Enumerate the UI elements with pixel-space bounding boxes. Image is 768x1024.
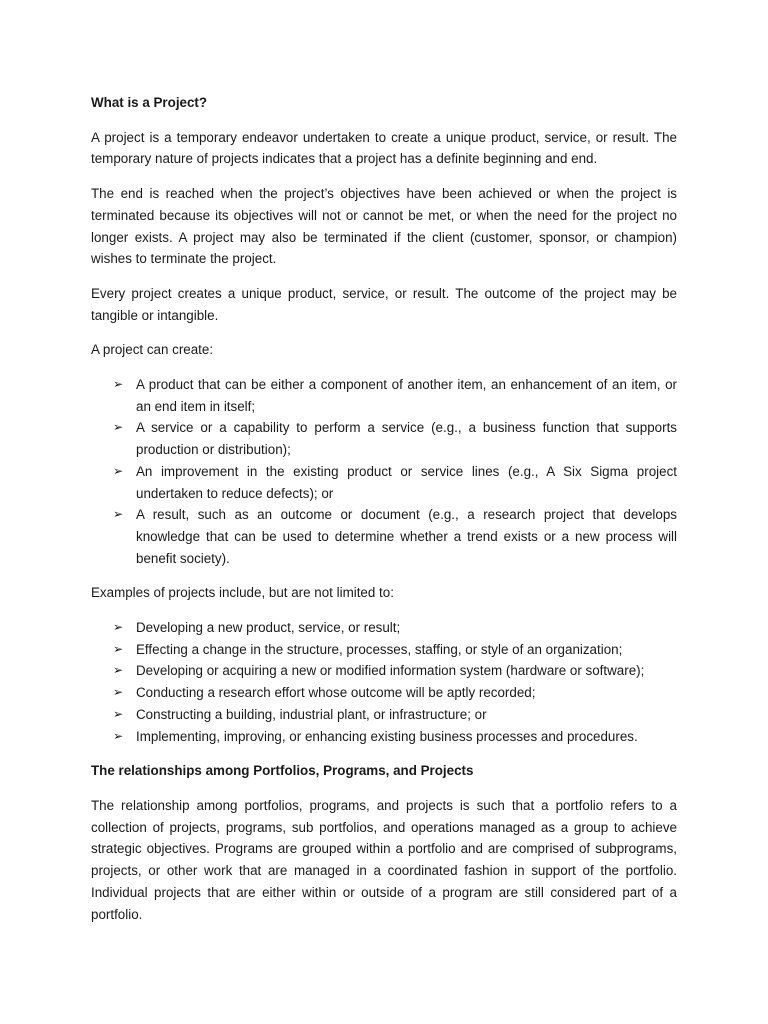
list-item [91, 504, 677, 569]
arrow-bullet-icon: ➢ [113, 507, 124, 522]
document-page [91, 92, 677, 938]
list-item [91, 617, 677, 639]
list-item [91, 461, 677, 504]
list-project-examples [91, 617, 677, 747]
arrow-bullet-icon: ➢ [113, 463, 124, 478]
list-item [91, 682, 677, 704]
list-item-text: Conducting a research effort whose outcome will be aptly recorded; [136, 685, 536, 701]
paragraph-end-of-project: The end is reached when the project’s objectives have been achieved or when the project is terminated because its objectives will not or cannot be met, or when the need for the project no longer exists. A project may also be terminated if the client (customer, sponsor, or champion) wishes to terminate the project. [91, 186, 677, 267]
list-item-text: Constructing a building, industrial plant, or infrastructure; or [136, 706, 487, 722]
list-item [91, 639, 677, 661]
list-item-text: A result, such as an outcome or document (e.g., a research project that develops knowledge that can be used to determine whether a trend exists or a new process will benefit society). [136, 507, 677, 566]
list-item [91, 726, 677, 748]
arrow-bullet-icon: ➢ [113, 377, 124, 392]
list-item-text: Developing or acquiring a new or modified information system (hardware or software); [136, 663, 645, 679]
list-item-text: Developing a new product, service, or result; [136, 620, 401, 636]
list-item-text: An improvement in the existing product or service lines (e.g., A Six Sigma project undertaken to reduce defects); or [136, 463, 677, 501]
paragraph-can-create-intro: A project can create: [91, 342, 214, 358]
paragraph-unique-outcome: Every project creates a unique product, service, or result. The outcome of the project may be tangible or intangible. [91, 285, 677, 323]
arrow-bullet-icon: ➢ [113, 620, 124, 635]
arrow-bullet-icon: ➢ [113, 641, 124, 656]
list-item-text: Implementing, improving, or enhancing existing business processes and procedures. [136, 728, 638, 744]
arrow-bullet-icon: ➢ [113, 685, 124, 700]
list-item-text: A product that can be either a component of another item, an enhancement of an item, or an end item in itself; [136, 377, 677, 414]
list-item-text: Effecting a change in the structure, processes, staffing, or style of an organization; [136, 641, 623, 657]
list-item [91, 374, 677, 417]
paragraph-definition: A project is a temporary endeavor undertaken to create a unique product, service, or result. The temporary nature of projects indicates that a project has a definite beginning and end. [91, 129, 677, 167]
heading-what-is-a-project: What is a Project? [91, 95, 208, 110]
list-project-creates [91, 374, 677, 569]
list-item [91, 704, 677, 726]
arrow-bullet-icon: ➢ [113, 728, 124, 743]
paragraph-examples-intro: Examples of projects include, but are not limited to: [91, 585, 394, 601]
heading-relationships: The relationships among Portfolios, Programs, and Projects [91, 763, 474, 779]
arrow-bullet-icon: ➢ [113, 706, 124, 721]
paragraph-relationships: The relationship among portfolios, programs, and projects is such that a portfolio refers to a collection of projects, programs, sub portfolios, and operations managed as a group to achieve strategic objectives. Programs are grouped within a portfolio and are comprised of subprograms, projects, or other work that are managed in a coordinated fashion in support of the portfolio. Individual projects that are either within or outside of a program are still considered part of a portfolio. [91, 797, 677, 922]
list-item [91, 660, 677, 682]
list-item [91, 417, 677, 460]
arrow-bullet-icon: ➢ [113, 663, 124, 678]
list-item-text: A service or a capability to perform a service (e.g., a business function that supports production or distribution); [136, 420, 677, 458]
arrow-bullet-icon: ➢ [113, 420, 124, 435]
